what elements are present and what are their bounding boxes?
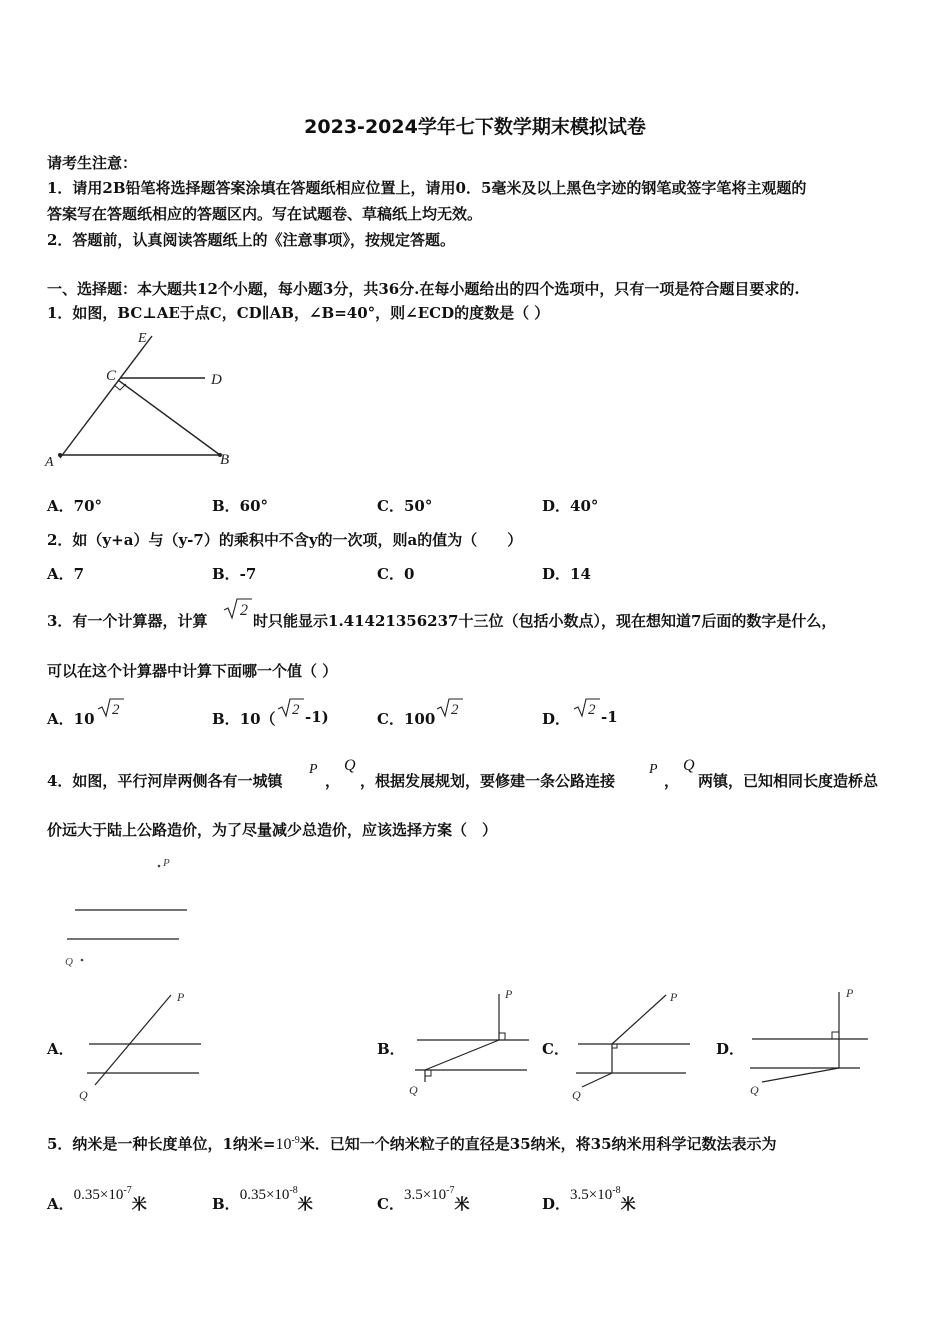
page-title: 2023-2024学年七下数学期末模拟试卷 xyxy=(304,116,646,138)
svg-text:Q: Q xyxy=(750,1083,759,1097)
q3-option-c-sqrt xyxy=(435,696,463,720)
q3-option-a-sqrt xyxy=(96,696,124,720)
q2-stem: 2．如（y+a）与（y-7）的乘积中不含y的一次项，则a的值为（ ） xyxy=(47,531,523,549)
q4-stem-q2: Q xyxy=(683,757,695,774)
q5-option-a[interactable]: A．$0.35\times 10^{-7}$米 xyxy=(47,1185,147,1213)
q1-figure xyxy=(40,328,240,473)
q4-option-d[interactable]: D． xyxy=(716,1040,745,1058)
q3-option-d-tail: -1 xyxy=(601,708,618,726)
q4-option-c-figure xyxy=(566,985,706,1105)
q4-stem-p2: P xyxy=(649,762,658,777)
q4-stem-b: ，根据发展规划，要修建一条公路连接 xyxy=(360,772,616,790)
q2-option-b[interactable]: B．-7 xyxy=(212,565,257,583)
q3-option-b[interactable]: B．10（ xyxy=(212,710,276,728)
q1-line-CB xyxy=(118,380,220,455)
q2-option-c[interactable]: C．0 xyxy=(377,565,415,583)
q4-option-d-figure xyxy=(740,980,880,1100)
section-heading: 一、选择题：本大题共12个小题，每小题3分，共36分.在每小题给出的四个选项中，只有一项是符合题目要求的. xyxy=(47,280,800,298)
q1-option-d[interactable]: D．40° xyxy=(542,497,599,515)
q1-label-E: E xyxy=(138,331,147,346)
svg-text:Q: Q xyxy=(572,1088,581,1102)
svg-text:P: P xyxy=(505,987,513,1001)
notice-item-2: 2．答题前，认真阅读答题纸上的《注意事项》，按规定答题。 xyxy=(47,231,455,249)
svg-text:2: 2 xyxy=(292,702,300,718)
svg-text:P: P xyxy=(670,990,678,1004)
q1-option-a[interactable]: A．70° xyxy=(47,497,103,515)
q4-figure xyxy=(55,852,205,972)
q3-option-a[interactable]: A．10 xyxy=(47,710,95,728)
q4-stem-comma: ， xyxy=(325,772,341,790)
q4-stem-a: 4．如图，平行河岸两侧各有一城镇 xyxy=(47,772,283,790)
q4-stem-q: Q xyxy=(344,757,356,774)
svg-text:2: 2 xyxy=(588,702,596,718)
q2-option-d[interactable]: D．14 xyxy=(542,565,591,583)
svg-text:Q: Q xyxy=(79,1088,88,1102)
svg-text:Q: Q xyxy=(65,956,73,968)
q5-option-d[interactable]: D．$3.5\times 10^{-8}$米 xyxy=(542,1185,636,1213)
q4-stem-c: 两镇，已知相同长度造桥总 xyxy=(698,772,879,790)
q4-stem-line2: 价远大于陆上公路造价，为了尽量减少总造价，应该选择方案（ ） xyxy=(47,821,498,839)
svg-text:2: 2 xyxy=(451,702,459,718)
q4-option-c[interactable]: C． xyxy=(542,1040,569,1058)
q3-sqrt-radicand: 2 xyxy=(240,602,248,619)
svg-text:Q: Q xyxy=(409,1083,418,1097)
q5-option-b[interactable]: B．$0.35\times 10^{-8}$米 xyxy=(212,1185,313,1213)
q3-stem-post: 时只能显示1.41421356237十三位（包括小数点），现在想知道7后面的数字是什么， xyxy=(253,612,837,630)
svg-text:2: 2 xyxy=(112,702,120,718)
q4-option-a-figure xyxy=(75,985,215,1105)
q3-option-b-sqrt xyxy=(276,696,304,720)
q3-stem-pre: 3．有一个计算器，计算 xyxy=(47,612,208,630)
q3-option-d[interactable]: D． xyxy=(542,710,571,728)
q4-stem-comma2: ， xyxy=(664,772,680,790)
q4-option-b-figure xyxy=(405,982,545,1102)
notice-heading: 请考生注意： xyxy=(47,154,138,172)
q1-option-b[interactable]: B．60° xyxy=(212,497,269,515)
q1-stem: 1．如图，BC⊥AE于点C，CD∥AB，∠B=40°，则∠ECD的度数是（ ） xyxy=(47,304,550,322)
notice-item-1: 1．请用2B铅笔将选择题答案涂填在答题纸相应位置上，请用0．5毫米及以上黑色字迹的钢笔或签字笔将主观题的 xyxy=(47,179,807,197)
q3-option-d-sqrt xyxy=(572,696,600,720)
q1-line-AE xyxy=(60,336,152,458)
svg-text:P: P xyxy=(846,986,854,1000)
q4-stem-p: P xyxy=(309,762,318,777)
q1-label-D: D xyxy=(211,372,222,388)
q4-option-b[interactable]: B． xyxy=(377,1040,405,1058)
q3-stem-line2: 可以在这个计算器中计算下面哪一个值（ ） xyxy=(47,662,338,680)
q5-option-c[interactable]: C．$3.5\times 10^{-7}$米 xyxy=(377,1185,470,1213)
q5-stem-a: 5．纳米是一种长度单位，1纳米$=10^{-9}$米．已知一个纳米粒子的直径是35纳米，将35纳米用科学记数法表示为 xyxy=(47,1135,777,1153)
q1-label-C: C xyxy=(106,368,117,384)
q3-sqrt-stem xyxy=(222,596,252,622)
q3-option-b-tail: -1) xyxy=(305,708,329,726)
svg-text:P: P xyxy=(177,990,185,1004)
q1-label-B: B xyxy=(220,452,230,468)
q2-option-a[interactable]: A．7 xyxy=(47,565,85,583)
notice-item-1-cont: 答案写在答题纸相应的答题区内。写在试题卷、草稿纸上均无效。 xyxy=(47,205,483,223)
svg-text:P: P xyxy=(163,857,170,869)
q1-label-A: A xyxy=(45,455,54,470)
q1-option-c[interactable]: C．50° xyxy=(377,497,433,515)
q3-option-c[interactable]: C．100 xyxy=(377,710,436,728)
q4-option-a[interactable]: A． xyxy=(47,1040,74,1058)
